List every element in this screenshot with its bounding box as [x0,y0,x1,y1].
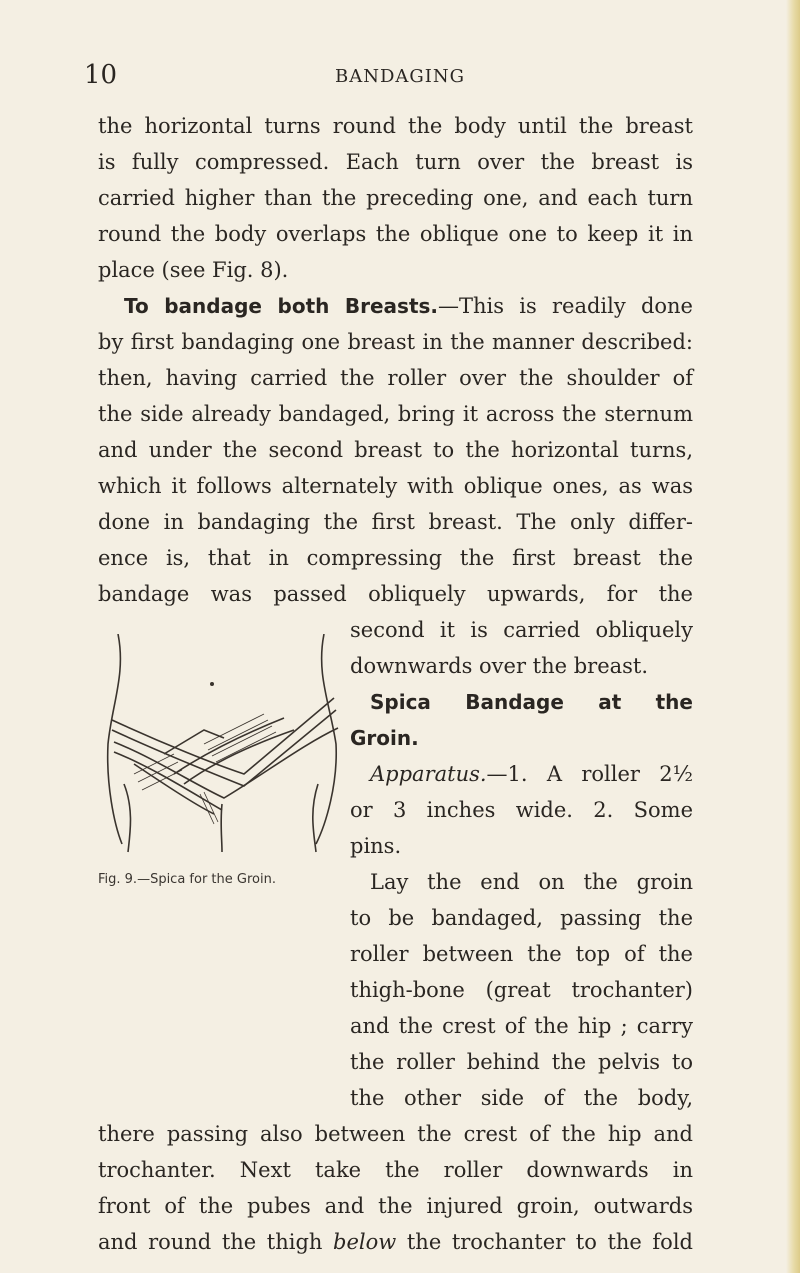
text-span: —1. A roller 2½ [486,762,693,786]
heading-text: Spica Bandage at the [370,690,693,714]
text-line: ence is, that in compressing the first breast the [98,546,693,570]
text-line: downwards over the breast. [350,654,649,678]
groin-bandage-illustration [104,634,340,854]
text-line: roller between the top of the [350,942,693,966]
italic-text: below [333,1230,397,1254]
text-span: —This is readily done [438,294,693,318]
text-line: and the crest of the hip ; carry [350,1014,693,1038]
text-line: the side already bandaged, bring it across the sternum [98,402,693,426]
running-head: BANDAGING [335,66,466,87]
page-number: 10 [84,60,118,90]
section-heading [350,724,693,752]
heading-text: Groin. [350,726,419,750]
text-line: done in bandaging the first breast. The only differ- [98,510,693,534]
section-heading [370,688,693,716]
text-line: then, having carried the roller over the shoulder of [98,366,693,390]
text-line: and under the second breast to the horizontal turns, [98,438,693,462]
text-span: the trochanter to the fold [406,1230,693,1254]
text-line: trochanter. Next take the roller downwards in [98,1158,693,1182]
text-line: or 3 inches wide. 2. Some [350,798,693,822]
text-line: bandage was passed obliquely upwards, for the [98,582,693,606]
text-line: the horizontal turns round the body until the breast [98,114,693,138]
text-line: front of the pubes and the injured groin, outwards [98,1194,693,1218]
text-line: second it is carried obliquely [350,618,693,642]
text-span: and round the thigh [98,1230,323,1254]
text-line: by first bandaging one breast in the manner described: [98,330,693,354]
text-line: carried higher than the preceding one, and each turn [98,186,693,210]
text-line: the other side of the body, [350,1086,693,1110]
page-edge [786,0,800,1273]
text-line [370,760,693,788]
italic-text: Apparatus. [370,762,487,786]
text-line: there passing also between the crest of the hip and [98,1122,693,1146]
text-line: pins. [350,834,402,858]
text-line: which it follows alternately with oblique ones, as was [98,474,693,498]
text-line: to be bandaged, passing the [350,906,693,930]
text-line: place (see Fig. 8). [98,258,289,282]
text-line: round the body overlaps the oblique one to keep it in [98,222,693,246]
text-line [124,292,693,320]
text-line: thigh-bone (great trochanter) [350,978,693,1002]
section-heading: To bandage both Breasts. [124,294,439,318]
text-line [98,1228,693,1256]
text-line: Lay the end on the groin [370,870,693,894]
figure-caption: Fig. 9.—Spica for the Groin. [98,872,276,887]
text-line: is fully compressed. Each turn over the breast is [98,150,693,174]
text-line: the roller behind the pelvis to [350,1050,693,1074]
